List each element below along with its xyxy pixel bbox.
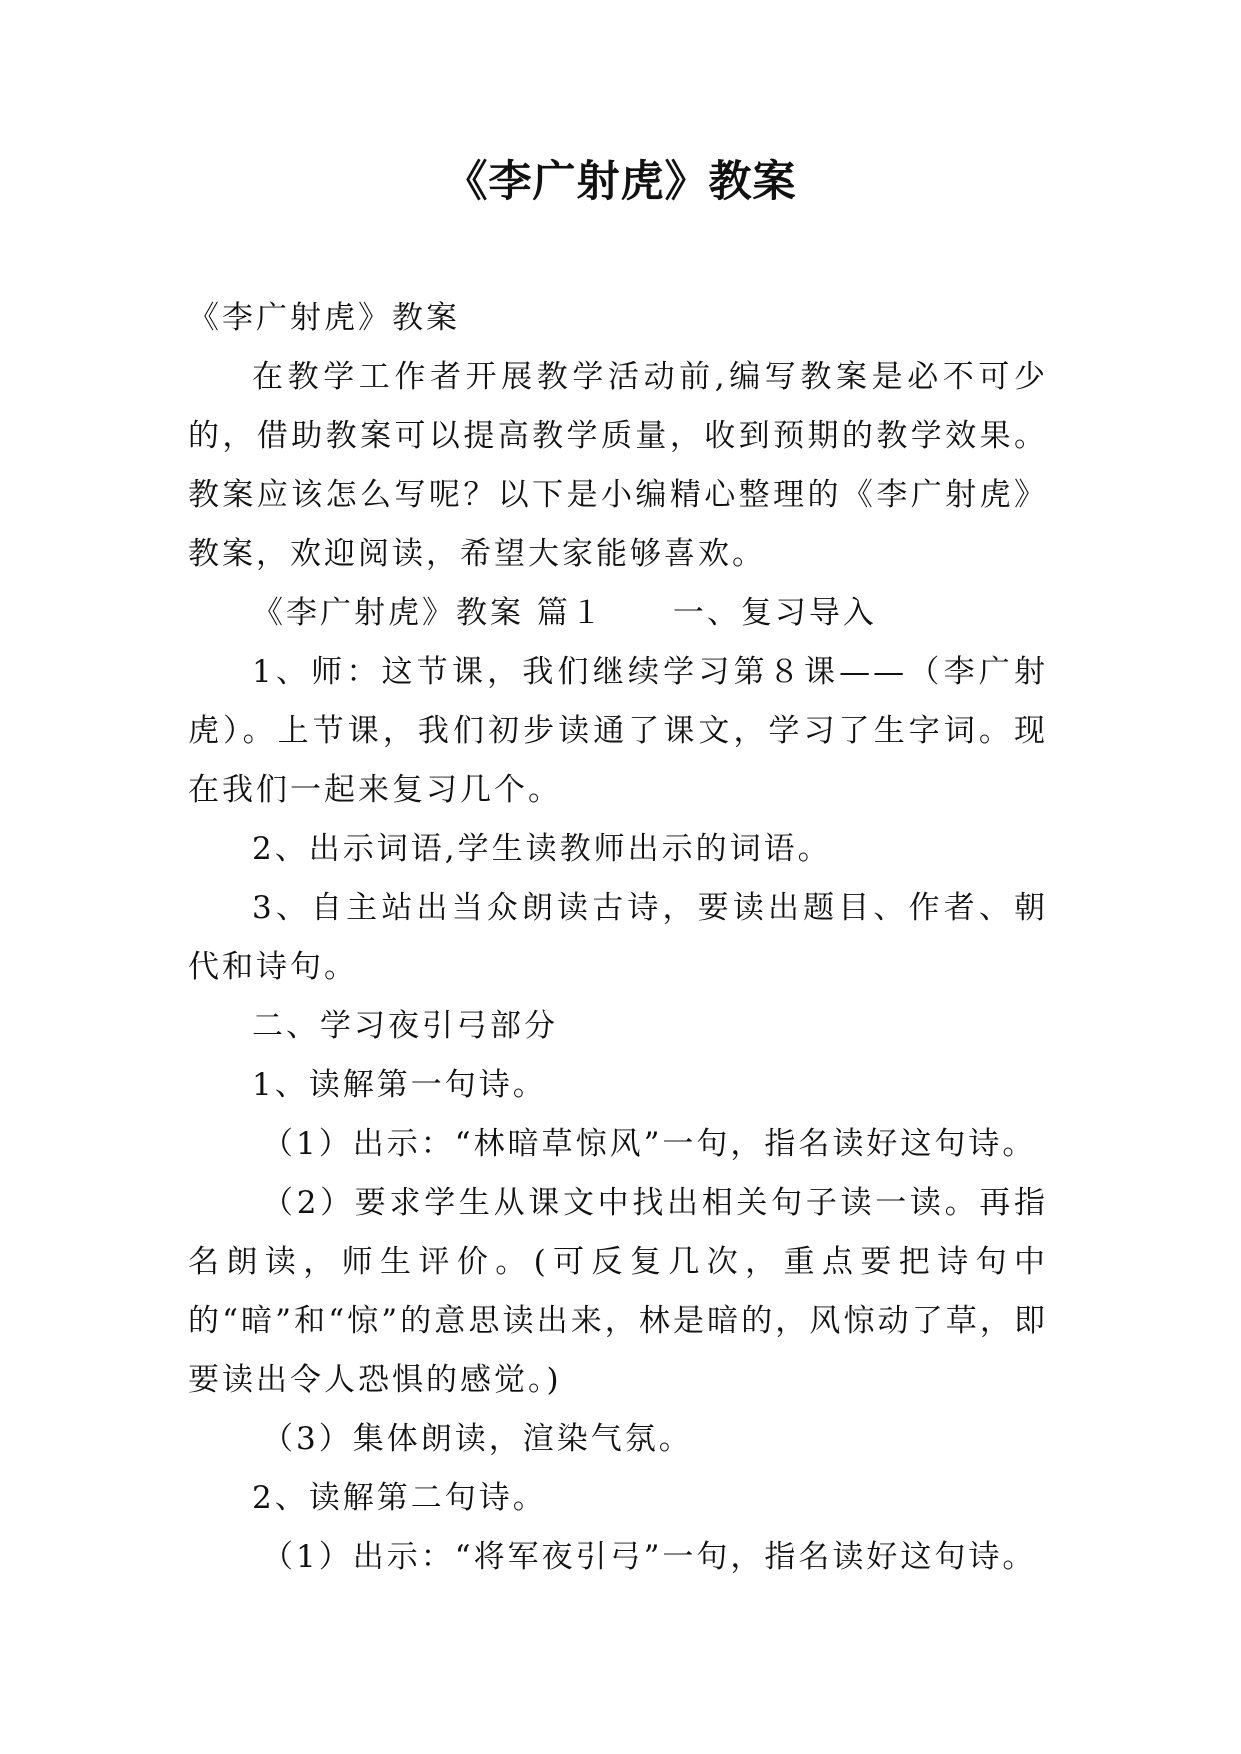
section-heading-paragraph: 《李广射虎》教案 篇１ 一、复习导入 [252, 595, 877, 631]
intro-paragraph: 在教学工作者开展教学活动前,编写教案是必不可少的，借助教案可以提高教学质量，收到预期的教学效果。教案应该怎么写呢？以下是小编精心整理的《李广射虎》教案，欢迎阅读，希望大家能够喜欢。 [188, 359, 1048, 572]
poem-line-1-step-3: （3）集体朗读，渲染气氛。 [262, 1421, 693, 1457]
review-step-1: 1、师：这节课，我们继续学习第８课——（李广射虎）。上节课，我们初步读通了课文，学习了生字词。现在我们一起来复习几个。 [188, 654, 1048, 808]
review-step-2: 2、出示词语,学生读教师出示的词语。 [252, 831, 832, 867]
poem-line-2-heading: 2、读解第二句诗。 [252, 1480, 547, 1516]
section-two-heading: 二、学习夜引弓部分 [252, 1008, 558, 1044]
poem-line-1-step-2: （2）要求学生从课文中找出相关句子读一读。再指名朗读，师生评价。(可反复几次，重点要把诗句中的“暗”和“惊”的意思读出来，林是暗的，风惊动了草，即要读出令人恐惧的感觉。) [188, 1185, 1048, 1398]
poem-line-1-heading: 1、读解第一句诗。 [252, 1067, 547, 1103]
poem-line-1-step-1: （1）出示：“林暗草惊风”一句，指名读好这句诗。 [262, 1126, 1037, 1162]
document-title: 《李广射虎》教案 [444, 157, 797, 207]
review-step-3: 3、自主站出当众朗读古诗，要读出题目、作者、朝代和诗句。 [188, 890, 1048, 985]
document-body [188, 289, 1048, 1587]
subtitle-paragraph: 《李广射虎》教案 [188, 300, 460, 336]
poem-line-2-step-1: （1）出示：“将军夜引弓”一句，指名读好这句诗。 [262, 1539, 1037, 1575]
